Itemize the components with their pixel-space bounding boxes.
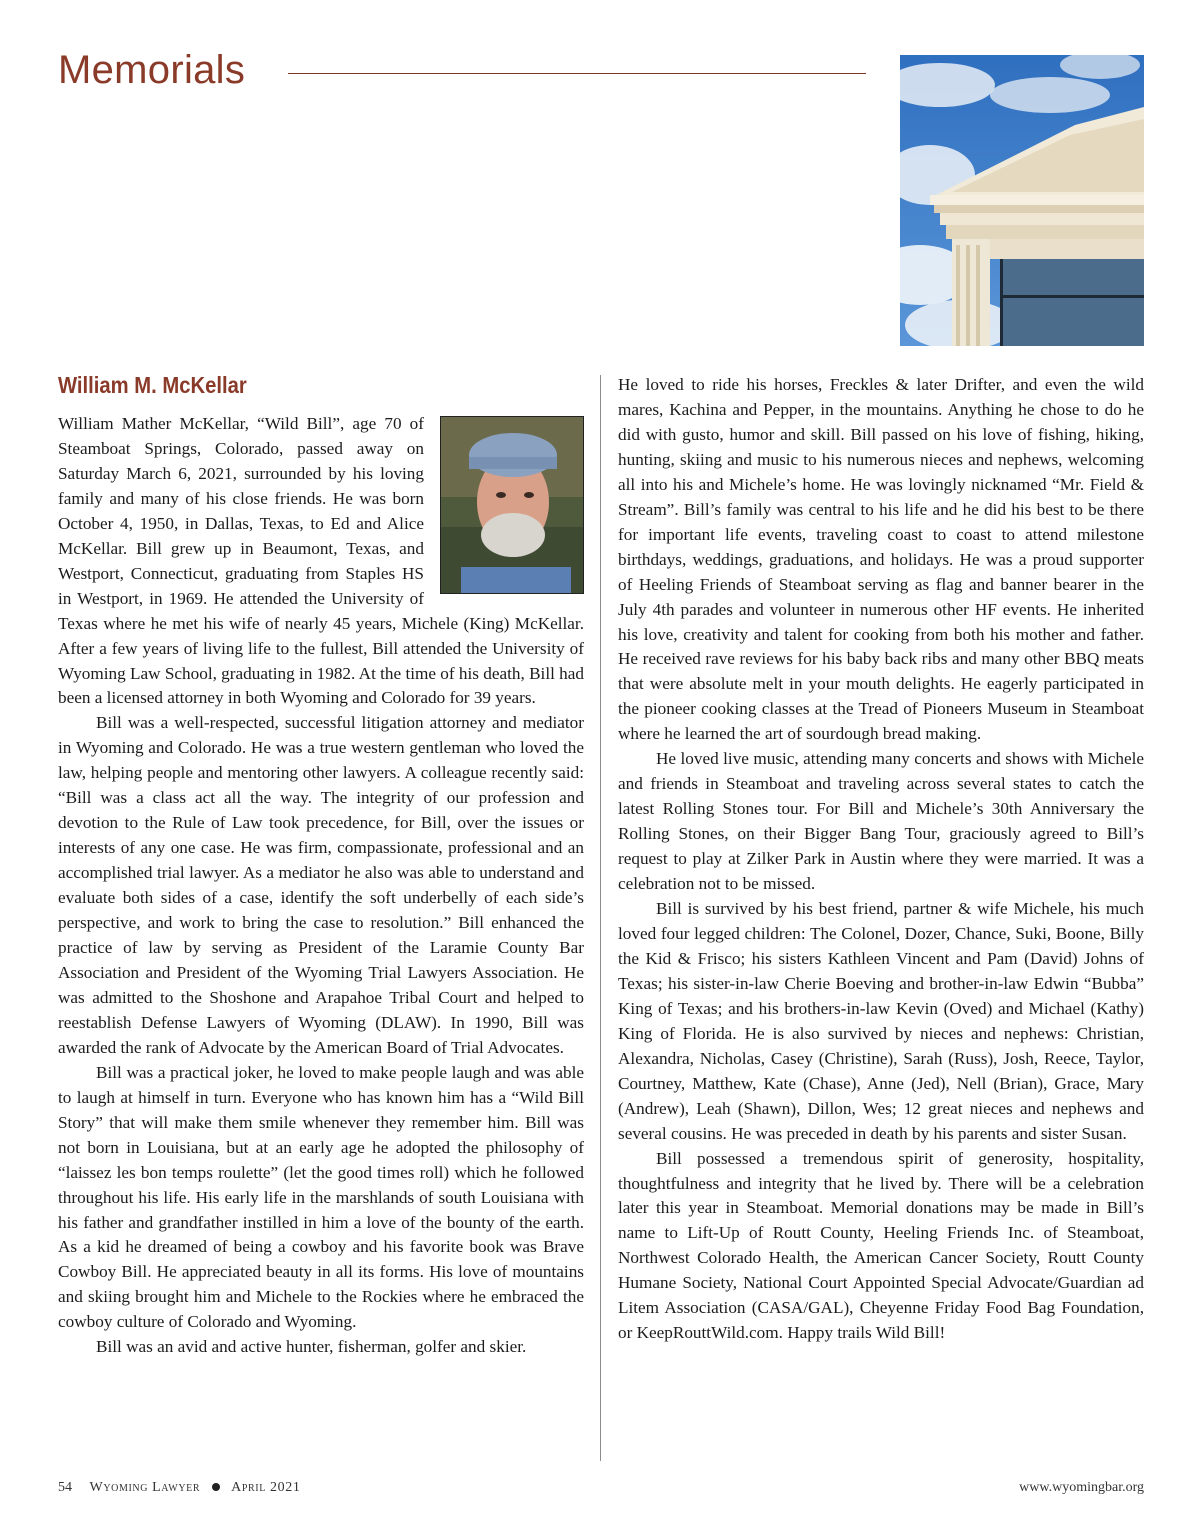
title-rule [288, 73, 866, 74]
paragraph: Bill is survived by his best friend, partner & wife Michele, his much loved four legged children: The Colonel, Dozer, Chance, Suki, Boone, Billy the Kid & Frisco; his sisters Kathleen Vincent and Pam (David) Johns of Texas; his sister-in-law Cherie Boeving and brother-in-law Edwin “Bubba” King of Texas; and his brothers-in-law Kevin (Oved) and Michael (Kathy) King of Florida. He is also survived by nieces and nephews: Christian, Alexandra, Nicholas, Casey (Christine), Sarah (Russ), Josh, Reece, Taylor, Courtney, Matthew, Kate (Chase), Anne (Jed), Nell (Brian), Grace, Mary (Andrew), Leah (Shawn), Dillon, Wes; 12 great nieces and nephews and several cousins. He was preceded in death by his parents and sister Susan. [618, 899, 1144, 1143]
left-column [58, 412, 584, 1360]
issue-date: April 2021 [231, 1480, 301, 1495]
paragraph: He loved to ride his horses, Freckles & later Drifter, and even the wild mares, Kachina and Pepper, in the mountains. Anything he chose to do he did with gusto, humor and skill. Bill passed on his love of fishing, hiking, hunting, skiing and music to his numerous nieces and nephews, welcoming all into his and Michele’s home. He was lovingly nicknamed “Mr. Field & Stream”. Bill’s family was central to his life and he did his best to be there for important life events, traveling coast to coast to attend milestone birthdays, weddings, graduations, and holidays. He was a proud supporter of Heeling Friends of Steamboat serving as flag and banner bearer in the July 4th parades and volunteer in numerous other HF events. He inherited his love, creativity and talent for cooking from both his mother and father. He received rave reviews for his baby back ribs and many other BBQ meats that were absolute melt in your mouth delights. He eagerly participated in the pioneer cooking classes at the Tread of Pioneers Museum in Steamboat where he learned the art of sourdough bread making. [618, 375, 1144, 744]
obituary-name-heading: William M. McKellar [58, 372, 247, 398]
paragraph: Bill possessed a tremendous spirit of generosity, hospitality, thoughtfulness and integrity that he lived by. There will be a celebration later this year in Steamboat. Memorial donations may be made in Bill’s name to Lift-Up of Routt County, Heeling Friends Inc. of Steamboat, Northwest Colorado Health, the American Cancer Society, Routt County Humane Society, National Court Appointed Special Advocate/Guardian ad Litem Association (CASA/GAL), Cheyenne Friday Food Bag Foundation, or KeepRouttWild.com. Happy trails Wild Bill! [618, 1148, 1144, 1343]
right-column [618, 373, 1144, 1346]
paragraph: He loved live music, attending many concerts and shows with Michele and friends in Steamboat and traveling across several states to catch the latest Rolling Stones tour. For Bill and Michele’s 30th Anniversary the Rolling Stones, on their Bigger Bang Tour, graciously agreed to Bill’s request to play at Zilker Park in Austin where they were married. It was a celebration not to be missed. [618, 749, 1144, 894]
paragraph: Bill was an avid and active hunter, fisherman, golfer and skier. [96, 1337, 527, 1357]
publication-name: Wyoming Lawyer [89, 1480, 201, 1495]
paragraph: William Mather McKellar, “Wild Bill”, age 70 of Steamboat Springs, Colorado, passed away on Saturday March 6, 2021, surrounded by his loving family and many of his close friends. He was born October 4, 1950, in Dallas, Texas, to Ed and Alice McKellar. Bill grew up in Beaumont, Texas, and Westport, Connecticut, graduating from Staples HS in Westport, in 1969. He attended the University of Texas where he met his wife of nearly 45 years, Michele (King) McKellar. After a few years of living life to the fullest, Bill attended the University of Wyoming Law School, graduating in 1982. At the time of his death, Bill had been a licensed attorney in both Wyoming and Colorado for 39 years. [58, 414, 584, 708]
page-footer [58, 1480, 1144, 1500]
portrait-photo [440, 416, 584, 594]
website-url: www.wyomingbar.org [1019, 1480, 1144, 1495]
footer-left [58, 1480, 300, 1496]
paragraph: Bill was a practical joker, he loved to make people laugh and was able to laugh at himself in turn. Everyone who has known him has a “Wild Bill Story” that will make them smile whenever they remember him. Bill was not born in Louisiana, but at an early age he adopted the philosophy of “laissez les bon temps roulette” (let the good times roll) which he followed throughout his life. His early life in the marshlands of south Louisiana with his father and grandfather instilled in him a love of the bounty of the earth. As a kid he dreamed of being a cowboy and his favorite book was Brave Cowboy Bill. He appreciated beauty in all its forms. His love of mountains and skiing brought him and Michele to the Rockies where he embraced the cowboy culture of Colorado and Wyoming. [58, 1062, 584, 1332]
paragraph: Bill was a well-respected, successful litigation attorney and mediator in Wyoming and Colorado. He was a true western gentleman who loved the law, helping people and mentoring other lawyers. A colleague recently said: “Bill was a class act all the way. The integrity of our profession and devotion to the Rule of Law took precedence, for Bill, over the issues or interests of any one case. He was firm, compassionate, professional and an accomplished trial lawyer. As a mediator he also was able to understand and evaluate both sides of a case, identify the soft underbelly of each side’s perspective, and work to bring the case to resolution.” Bill enhanced the practice of law by serving as President of the Laramie County Bar Association and President of the Wyoming Trial Lawyers Association. He was admitted to the Shoshone and Arapahoe Tribal Court and helped to reestablish Defense Lawyers of Wyoming (DLAW). In 1990, Bill was awarded the rank of Advocate by the American Board of Trial Advocates. [58, 713, 584, 1057]
page-number: 54 [58, 1480, 72, 1495]
column-divider [600, 375, 601, 1461]
courthouse-sky-image [900, 55, 1144, 346]
bullet-icon [212, 1483, 220, 1491]
section-title: Memorials [58, 48, 246, 92]
